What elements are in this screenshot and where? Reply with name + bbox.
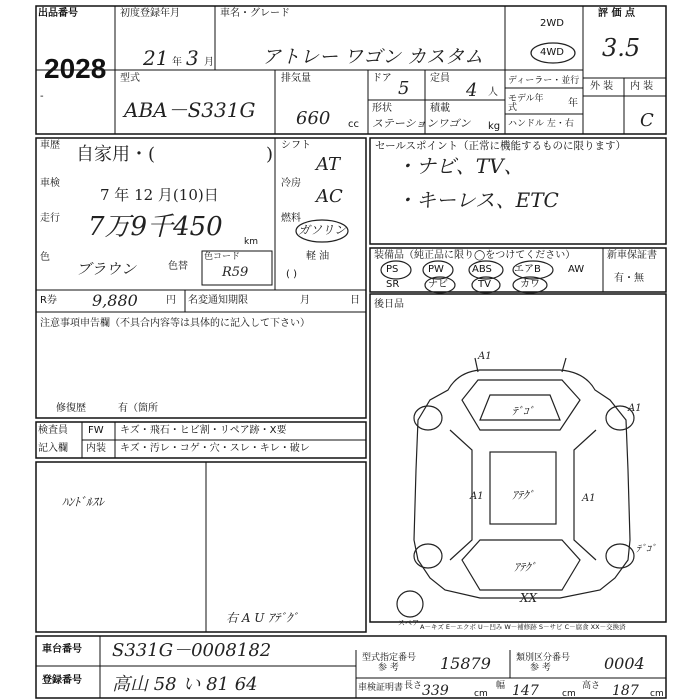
mark-hood: ﾃﾞｺﾞ	[512, 405, 534, 418]
mark-right-side: A1	[582, 493, 596, 504]
sales-point-2: ・キーレス、ETC	[396, 188, 559, 212]
drive-2wd: 2WD	[540, 18, 564, 29]
fuel-value: ガソリン	[298, 223, 347, 237]
grade-value: 3.5	[602, 34, 641, 62]
mark-right-note: ﾃﾞｺﾞ	[636, 544, 656, 555]
load-label: 積載	[430, 103, 450, 114]
length-value: 339	[422, 683, 449, 699]
shift-label: シフト	[281, 140, 311, 151]
grade-label: 評 価 点	[598, 8, 635, 19]
equip-tv: TV	[478, 279, 491, 290]
interior-inspect-text: キズ・汚レ・コゲ・穴・スレ・キレ・破レ	[120, 443, 310, 454]
color-change-label: 色替	[168, 261, 188, 272]
color-code-value: R59	[222, 265, 249, 280]
model-year-label: モデル年式	[508, 94, 544, 113]
drive-4wd: 4WD	[540, 47, 564, 58]
notes-label: 注意事項申告欄（不具合内容等は具体的に記入して下さい）	[40, 318, 310, 329]
equip-aw: AW	[568, 264, 585, 275]
model-name-label: 車名・グレード	[220, 8, 290, 19]
height-unit: cm	[650, 689, 664, 699]
mark-right-rear: A1	[628, 403, 642, 414]
repair-history-value: 有（箇所	[118, 403, 158, 414]
fw-text: キズ・飛石・ヒビ割・リペア跡・X要	[120, 425, 287, 436]
displacement-value: 660	[296, 108, 331, 129]
km-unit: km	[244, 237, 258, 247]
warranty-value: 有・無	[614, 273, 644, 284]
class-sub: 参 考	[530, 663, 551, 673]
damage-legend: A－キズ E－エクボ U－凹み W－補修跡 S－サビ C－腐食 XX－交換済	[420, 623, 626, 631]
type-label: 型式	[120, 73, 140, 84]
lot-number-label: 出品番号	[38, 8, 78, 19]
first-registration-year: 21	[143, 46, 169, 70]
title-deadline-label: 名変通知期限	[188, 295, 248, 306]
diesel-label: 軽 油	[306, 251, 330, 262]
mark-rear-xx: XX	[520, 591, 538, 605]
deadline-month-label: 月	[300, 295, 310, 306]
interior-grade: C	[640, 110, 654, 131]
exterior-label: 外 装	[590, 81, 614, 92]
chassis-value: S331G－0008182	[112, 640, 272, 661]
handle-label: ハンドル 左・右	[508, 119, 574, 129]
equip-sr: SR	[386, 279, 400, 290]
width-label: 幅	[496, 681, 506, 691]
equip-navi: ナビ	[428, 279, 448, 290]
interior-inspect-label: 内装	[86, 443, 106, 454]
registration-label: 登録番号	[42, 675, 82, 686]
year-suffix: 年	[172, 57, 182, 68]
interior-label: 内 装	[630, 81, 654, 92]
inspector-note-1: ﾊﾝﾄﾞﾙｽﾚ	[62, 495, 105, 509]
equip-ps: PS	[386, 264, 399, 275]
mark-rear: ｱﾃｸﾞ	[514, 561, 536, 574]
model-year-suffix: 年	[568, 98, 578, 109]
lot-number: 2028	[44, 53, 107, 84]
equip-kawa: カワ	[520, 279, 540, 290]
mileage-value: 7万9千450	[88, 212, 223, 242]
repair-history-label: 修復歴	[56, 403, 86, 414]
model-name: アトレー ワゴン カスタム	[262, 46, 484, 68]
body-shape-label: 形状	[372, 103, 392, 114]
displacement-label: 排気量	[281, 73, 311, 84]
doors-label: ドア	[372, 73, 392, 84]
equip-pw: PW	[428, 264, 444, 275]
warranty-label: 新車保証書	[607, 250, 657, 261]
spare-label: スペア	[398, 619, 419, 627]
cert-dims-label: 車検証明書	[358, 683, 404, 693]
ac-value: AC	[316, 186, 343, 207]
width-unit: cm	[562, 689, 576, 699]
class-value: 0004	[604, 654, 645, 673]
capacity-label: 定員	[430, 73, 450, 84]
after-items-label: 後日品	[374, 299, 404, 310]
fw-label: FW	[88, 425, 104, 436]
diesel-paren: ( )	[286, 269, 297, 280]
dash-mark: -	[40, 91, 44, 102]
history-value: 自家用・(	[76, 144, 156, 165]
cc-unit: cc	[348, 119, 359, 130]
height-value: 187	[612, 683, 639, 699]
inspector-label: 検査員	[38, 425, 68, 436]
kg-unit: kg	[488, 121, 501, 132]
doors-value: 5	[398, 78, 410, 99]
shift-value: AT	[316, 154, 341, 175]
color-value: ブラウン	[76, 260, 137, 278]
dealer-label: ディーラー・並行	[508, 76, 580, 86]
color-label: 色	[40, 252, 50, 263]
recycle-value: 9,880	[92, 291, 138, 310]
inspection-label: 車検	[40, 178, 60, 189]
capacity-value: 4	[466, 80, 478, 101]
chassis-label: 車台番号	[42, 644, 82, 655]
equip-abs: ABS	[472, 264, 492, 275]
equip-airbag: エアB	[514, 264, 541, 275]
mark-front-left: A1	[478, 351, 492, 362]
class-label: 類別区分番号	[516, 653, 571, 663]
registration-value: 高山 58 い 81 64	[112, 674, 258, 695]
month-suffix: 月	[204, 57, 214, 68]
ac-label: 冷房	[281, 178, 301, 189]
entry-label: 記入欄	[38, 443, 68, 454]
mileage-label: 走行	[40, 213, 60, 224]
mark-left-side: A1	[470, 491, 484, 502]
person-unit: 人	[488, 87, 498, 98]
type-cert-label: 型式指定番号	[362, 653, 417, 663]
width-value: 147	[512, 683, 539, 699]
body-shape-value: ステーションワゴン	[372, 117, 471, 130]
first-registration-label: 初度登録年月	[120, 8, 180, 19]
fuel-label: 燃料	[281, 213, 301, 224]
recycle-label: R券	[40, 295, 57, 306]
mark-roof: ｱﾃｸﾞ	[512, 489, 534, 502]
sales-point-title: セールスポイント（正常に機能するものに限ります）	[375, 140, 627, 152]
color-code-label: 色コード	[204, 252, 241, 262]
inspection-value: 7 年 12 月(10)日	[100, 186, 219, 204]
length-label: 長さ	[404, 681, 423, 691]
deadline-day-label: 日	[350, 295, 360, 306]
type-cert-sub: 参 考	[378, 663, 399, 673]
inspector-note-2: 右 A U ｱﾃﾞｸﾞ	[226, 611, 299, 625]
type-value: ABA－S331G	[124, 98, 256, 122]
sales-point-1: ・ナビ、TV、	[396, 154, 524, 178]
yen-unit: 円	[166, 295, 176, 306]
height-label: 高さ	[582, 681, 601, 691]
length-unit: cm	[474, 689, 488, 699]
equipment-title: 装備品（純正品に限り◯をつけてください）	[374, 250, 576, 261]
type-cert-value: 15879	[440, 654, 491, 673]
history-label: 車歴	[40, 140, 60, 151]
history-paren: )	[266, 144, 274, 165]
first-registration-month: 3	[186, 46, 199, 70]
